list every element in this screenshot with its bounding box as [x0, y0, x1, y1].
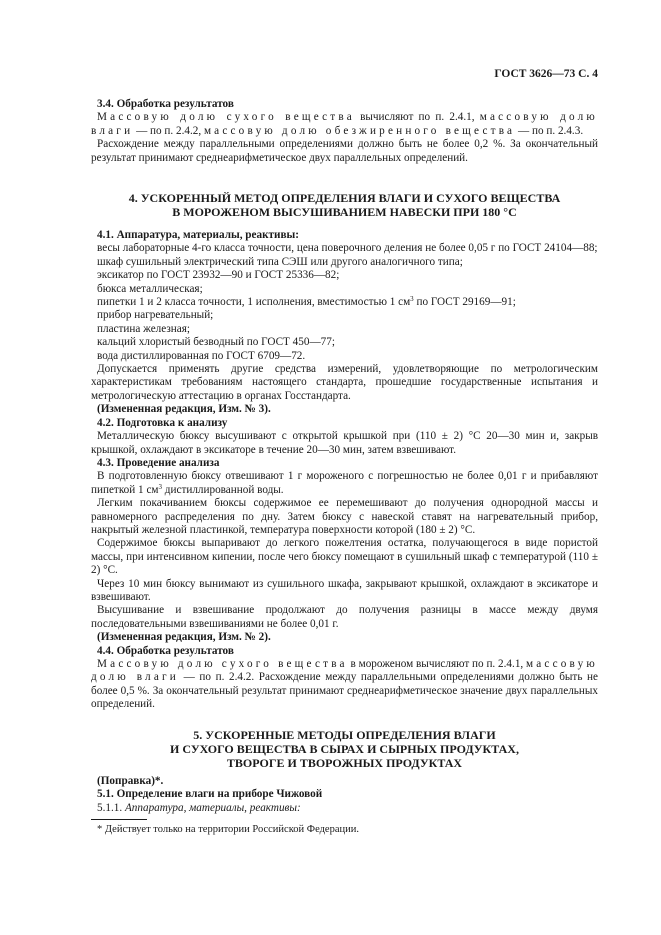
- section-5-1-title: 5.1. Определение влаги на приборе Чижовой: [97, 788, 323, 801]
- list-item: весы лабораторные 4-го класса точности, цена поверочного деления не более 0,05 г по ГОСТ 24104—88;: [97, 242, 598, 255]
- list-item: бюкса металлическая;: [97, 282, 203, 295]
- section-4-3-p4: Через 10 мин бюксу вынимают из сушильного шкафа, закрывают крышкой, охлаждают в эксикаторе и взвешивают.: [91, 577, 598, 603]
- section-5-1-1: [91, 802, 598, 815]
- list-item: прибор нагревательный;: [97, 309, 214, 322]
- section-4-3-p3: Содержимое бюксы выпаривают до легкого пожелтения остатка, получающегося в виде пористой массы, при интенсивном кипении, после чего бюксу помещают в сушильный шкаф с температурой (110 ± 2) °С.: [91, 537, 598, 577]
- section-4-3-p2: Легким покачиванием бюксы содержимое ее перемешивают до получения однородной массы и равномерного распределения по дну. Затем бюксу с навеской ставят на нагревательный прибор, накрытый железной пластинкой, температура поверхности которой (180 ± 2) °С.: [91, 497, 598, 536]
- section-3-4-title: 3.4. Обработка результатов: [97, 98, 234, 110]
- section-4-title-line2: В МОРОЖЕНОМ ВЫСУШИВАНИЕМ НАВЕСКИ ПРИ 180 °С: [172, 205, 517, 219]
- section-5-start: [91, 775, 598, 815]
- footnote-separator: [91, 819, 147, 820]
- section-3-4: [91, 98, 598, 165]
- page-header: ГОСТ 3626—73 С. 4: [494, 68, 598, 80]
- section-5-heading: [91, 728, 598, 770]
- list-item: вода дистиллированная по ГОСТ 6709—72.: [97, 349, 306, 362]
- section-5-title-line1: 5. УСКОРЕННЫЕ МЕТОДЫ ОПРЕДЕЛЕНИЯ ВЛАГИ: [193, 728, 496, 742]
- list-item: эксикатор по ГОСТ 23932—90 и ГОСТ 25336—82;: [97, 269, 340, 282]
- revision-note-2: (Измененная редакция, Изм. № 2).: [97, 631, 271, 644]
- section-4-3-p5: Высушивание и взвешивание продолжают до получения разницы в массе между двумя последовательными взвешиваниями не более 0,01 г.: [91, 604, 598, 630]
- list-item: кальций хлористый безводный по ГОСТ 450—77;: [97, 336, 335, 349]
- section-4-1: [91, 229, 598, 712]
- section-4-heading: [91, 191, 598, 219]
- section-4-1-allow: Допускается применять другие средства измерений, удовлетворяющие по метрологическим характеристикам требованиям настоящего стандарта, прошедшие государственные испытания и метрологическую аттестацию в органах Госстандарта.: [91, 363, 598, 402]
- section-4-2-title: 4.2. Подготовка к анализу: [97, 416, 228, 429]
- section-4-4-title: 4.4. Обработка результатов: [97, 644, 234, 657]
- revision-note-3: (Измененная редакция, Изм. № 3).: [97, 403, 271, 416]
- amendment-note: (Поправка)*.: [97, 775, 164, 787]
- section-4-4-text: Массовую долю сухого вещества в мороженом вычисляют по п. 2.4.1, массовую долю влаги — по п. 2.4.2. Расхождение между параллельными определениями должно быть не более 0,5 %. За окончательный результат принимают среднеарифметическое значение двух параллельных определений.: [91, 658, 598, 711]
- list-item: пластина железная;: [97, 322, 190, 335]
- section-4-2-text: Металлическую бюксу высушивают с открытой крышкой при (110 ± 2) °С 20—30 мин и, закрыв крышкой, охлаждают в эксикаторе в течение 20—30 мин, затем взвешивают.: [91, 430, 598, 456]
- section-5-title-line2: И СУХОГО ВЕЩЕСТВА В СЫРАХ И СЫРНЫХ ПРОДУКТАХ,: [170, 742, 519, 756]
- section-5-title-line3: ТВОРОГЕ И ТВОРОЖНЫХ ПРОДУКТАХ: [226, 756, 463, 770]
- section-4-title-line1: 4. УСКОРЕННЫЙ МЕТОД ОПРЕДЕЛЕНИЯ ВЛАГИ И СУХОГО ВЕЩЕСТВА: [128, 191, 561, 205]
- list-item: пипетки 1 и 2 класса точности, 1 исполнения, вместимостью 1 $см^3$ по ГОСТ 29169—91;: [97, 295, 516, 309]
- footnote: * Действует только на территории Российской Федерации.: [97, 824, 359, 835]
- section-3-4-p1: Массовую долю сухого вещества вычисляют по п. 2.4.1, массовую долю влаги — по п. 2.4.2, массовую долю обезжиренного вещества — по п. 2.4.3.: [91, 111, 598, 137]
- section-4-3-p1: В подготовленную бюксу отвешивают 1 г мороженого с погрешностью не более 0,01 г и прибавляют пипеткой 1 $см^3$ дистиллированной воды.: [91, 470, 598, 496]
- section-5-1-1-number: 5.1.1.: [97, 801, 123, 814]
- section-3-4-p2: Расхождение между параллельными определениями должно быть не более 0,2 %. За окончательный результат принимают среднеарифметическое двух параллельных определений.: [91, 138, 598, 164]
- list-item: шкаф сушильный электрический типа СЭШ или другого аналогичного типа;: [97, 255, 463, 268]
- section-4-3-title: 4.3. Проведение анализа: [97, 456, 220, 469]
- section-5-1-1-text: Аппаратура, материалы, реактивы:: [124, 801, 301, 814]
- section-4-1-title: 4.1. Аппаратура, материалы, реактивы:: [97, 229, 299, 241]
